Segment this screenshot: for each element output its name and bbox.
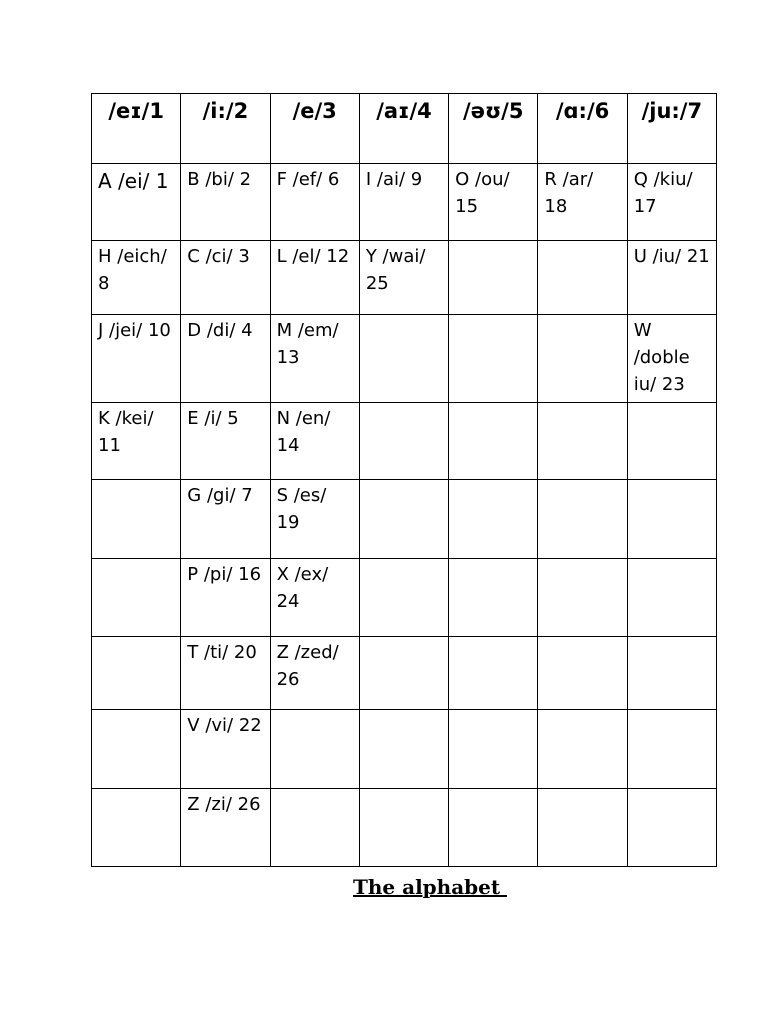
table-cell: P /pi/ 16: [181, 559, 270, 637]
table-cell: [538, 789, 627, 867]
table-cell: [538, 403, 627, 480]
table-cell: V /vi/ 22: [181, 710, 270, 789]
table-cell: L /el/ 12: [270, 241, 359, 315]
table-cell: Q /kiu/ 17: [627, 164, 716, 241]
table-row: [92, 241, 717, 315]
table-cell: [449, 403, 538, 480]
table-cell: T /ti/ 20: [181, 637, 270, 710]
table-cell: [627, 403, 716, 480]
table-cell: [538, 710, 627, 789]
table-caption: The alphabet: [353, 875, 508, 899]
table-cell: B /bi/ 2: [181, 164, 270, 241]
table-cell: C /ci/ 3: [181, 241, 270, 315]
table-cell: [359, 480, 448, 559]
table-cell: F /ef/ 6: [270, 164, 359, 241]
header-cell: /eɪ/1: [92, 94, 181, 164]
table-cell: [92, 559, 181, 637]
table-cell: W /doble iu/ 23: [627, 315, 716, 403]
table-cell: [538, 559, 627, 637]
alphabet-table: [91, 93, 717, 867]
table-cell: [627, 480, 716, 559]
header-cell: /ɑ:/6: [538, 94, 627, 164]
table-cell: [359, 315, 448, 403]
table-cell: [359, 637, 448, 710]
table-cell: [270, 710, 359, 789]
table-cell: O /ou/ 15: [449, 164, 538, 241]
table-cell: [359, 710, 448, 789]
table-cell: J /jei/ 10: [92, 315, 181, 403]
table-cell: [449, 480, 538, 559]
table-cell: N /en/ 14: [270, 403, 359, 480]
table-cell: E /i/ 5: [181, 403, 270, 480]
table-cell: Y /wai/ 25: [359, 241, 448, 315]
table-row: [92, 480, 717, 559]
table-cell: [449, 637, 538, 710]
table-cell: [359, 559, 448, 637]
table-cell: [538, 241, 627, 315]
table-cell: [92, 637, 181, 710]
header-cell: /ju:/7: [627, 94, 716, 164]
header-cell: /i:/2: [181, 94, 270, 164]
table-cell: [359, 789, 448, 867]
table-cell: [359, 403, 448, 480]
table-cell: [449, 710, 538, 789]
table-cell: [538, 637, 627, 710]
table-cell: [449, 559, 538, 637]
table-cell: K /kei/ 11: [92, 403, 181, 480]
table-row: [92, 710, 717, 789]
table-cell: [92, 480, 181, 559]
table-row: [92, 789, 717, 867]
table-cell: [92, 710, 181, 789]
table-cell: S /es/ 19: [270, 480, 359, 559]
table-row: [92, 637, 717, 710]
table-cell: G /gi/ 7: [181, 480, 270, 559]
table-row: [92, 403, 717, 480]
table-cell: Z /zed/ 26: [270, 637, 359, 710]
table-cell: [270, 789, 359, 867]
header-cell: /aɪ/4: [359, 94, 448, 164]
table-cell: [627, 710, 716, 789]
table-cell: [538, 315, 627, 403]
header-row: [92, 94, 717, 164]
table-cell: [627, 789, 716, 867]
table-cell: M /em/ 13: [270, 315, 359, 403]
table-cell: Z /zi/ 26: [181, 789, 270, 867]
table-cell: A /ei/ 1: [92, 164, 181, 241]
header-cell: /əʊ/5: [449, 94, 538, 164]
table-cell: U /iu/ 21: [627, 241, 716, 315]
table-cell: [92, 789, 181, 867]
table-cell: [449, 315, 538, 403]
table-cell: X /ex/ 24: [270, 559, 359, 637]
table-cell: [449, 241, 538, 315]
table-row: [92, 315, 717, 403]
table-cell: [627, 637, 716, 710]
table-cell: D /di/ 4: [181, 315, 270, 403]
table-cell: H /eich/ 8: [92, 241, 181, 315]
table-row: [92, 164, 717, 241]
table-cell: [538, 480, 627, 559]
header-cell: /e/3: [270, 94, 359, 164]
table-cell: I /ai/ 9: [359, 164, 448, 241]
table-cell: R /ar/ 18: [538, 164, 627, 241]
table-cell: [627, 559, 716, 637]
table-row: [92, 559, 717, 637]
table-cell: [449, 789, 538, 867]
